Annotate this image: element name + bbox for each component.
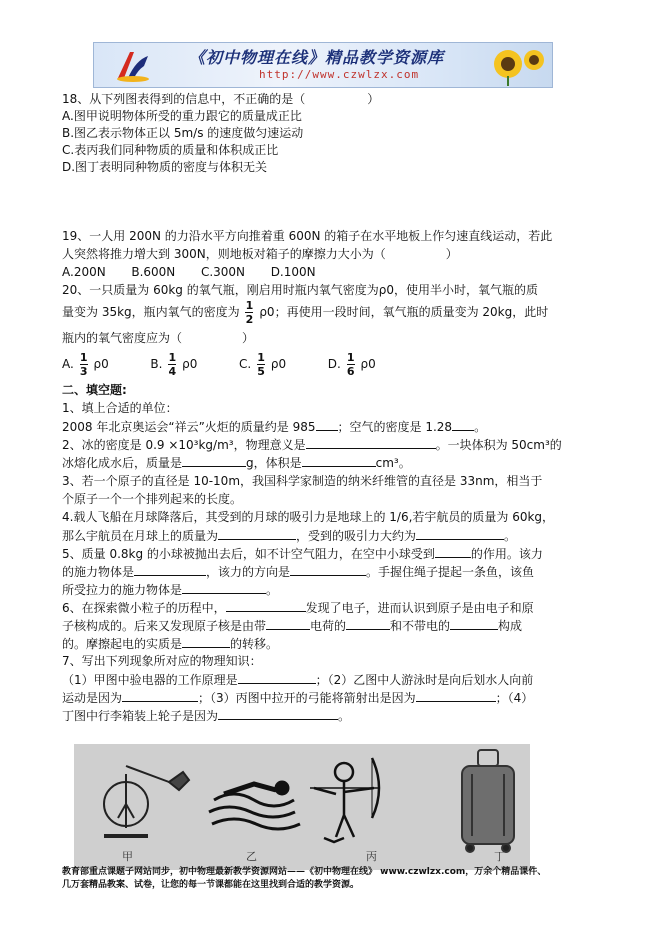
fill-q5-line2: 的施力物体是 ，该力的方向是 。手握住绳子提起一条鱼，该鱼 bbox=[62, 565, 535, 579]
fill-q7-line3: 丁图中行李箱装上轮子是因为 。 bbox=[62, 709, 351, 723]
fill-q4-line1: 4.载人飞船在月球降落后，其受到的月球的吸引力是地球上的 1/6,若宇航员的质量为 60kg， bbox=[62, 510, 555, 524]
answer-blank[interactable] bbox=[452, 418, 474, 431]
fill-q6-line2: 子核构成的。后来又发现原子核是由带 电荷的 和不带电的 构成 bbox=[62, 619, 523, 633]
fill-q2-line1: 2、冰的密度是 0.9 ×10³kg/m³，物理意义是 。一块体积为 50cm³的 bbox=[62, 438, 562, 452]
banner-url[interactable]: http://www.czwlzx.com bbox=[259, 68, 420, 81]
q18-option-d: D.图丁表明同种物质的密度与体积无关 bbox=[62, 160, 268, 174]
answer-blank[interactable] bbox=[450, 617, 498, 630]
answer-blank[interactable] bbox=[302, 454, 376, 467]
answer-blank[interactable] bbox=[290, 563, 366, 576]
answer-blank[interactable] bbox=[182, 454, 246, 467]
q19-options bbox=[62, 264, 316, 280]
figure-label-yi: 乙 bbox=[246, 850, 257, 863]
fill-q6-line1: 6、在探索微小粒子的历程中， 发现了电子，进而认识到原子是由电子和原 bbox=[62, 601, 534, 615]
fill-q5-line3: 所受拉力的施力物体是 。 bbox=[62, 583, 279, 597]
q20-line2: 量变为 35kg，瓶内氧气的密度为 $\frac{1}{2}$ ρ0；再使用一段时间，氧气瓶的质量变为 20kg，此时 bbox=[62, 299, 549, 326]
sunflower-icon bbox=[490, 46, 546, 86]
fill-q7-title: 7、写出下列现象所对应的物理知识： bbox=[62, 654, 262, 668]
q20-line3: 瓶内的氧气密度应为（ ） bbox=[62, 331, 255, 345]
site-banner bbox=[93, 42, 553, 88]
answer-blank[interactable] bbox=[266, 617, 310, 630]
figure-photo bbox=[74, 744, 530, 870]
fill-q1: 2008 年北京奥运会“祥云”火炬的质量约是 985 ；空气的密度是 1.28 。 bbox=[62, 420, 487, 434]
fill-q1-title: 1、填上合适的单位： bbox=[62, 401, 178, 415]
figure-label-bing: 丙 bbox=[366, 850, 377, 863]
q20-option-c: C. $\frac{1}{5}$ ρ0 bbox=[239, 351, 287, 378]
q18-option-a: A.图甲说明物体所受的重力跟它的质量成正比 bbox=[62, 109, 302, 123]
q18-option-b: B.图乙表示物体正以 5m/s 的速度做匀速运动 bbox=[62, 126, 304, 140]
page-footer bbox=[62, 866, 622, 892]
footer-line2: 几万套精品教案、试卷，让您的每一节课都能在这里找到合适的教学资源。 bbox=[62, 880, 360, 890]
figure-label-jia: 甲 bbox=[122, 850, 133, 863]
q20-option-d: D. $\frac{1}{6}$ ρ0 bbox=[327, 351, 376, 378]
figure-label-ding: 丁 bbox=[494, 850, 505, 863]
q20-options bbox=[62, 352, 376, 377]
answer-blank[interactable] bbox=[346, 617, 390, 630]
answer-blank[interactable] bbox=[218, 707, 338, 720]
swimmer-icon bbox=[209, 782, 300, 829]
q20-line1: 20、一只质量为 60kg 的氧气瓶，刚启用时瓶内氧气密度为ρ0，使用半小时，氧气瓶的质 bbox=[62, 283, 538, 297]
answer-blank[interactable] bbox=[316, 418, 338, 431]
q18-stem: 18、从下列图表得到的信息中，不正确的是（ ） bbox=[62, 92, 380, 106]
q19-line1: 19、一人用 200N 的力沿水平方向推着重 600N 的箱子在水平地板上作匀速直线运动，若此 bbox=[62, 229, 553, 243]
q20-fraction-half: $\frac{1}{2}$ bbox=[245, 299, 254, 326]
answer-blank[interactable] bbox=[218, 527, 296, 540]
answer-blank[interactable] bbox=[134, 563, 206, 576]
suitcase-icon bbox=[462, 750, 514, 852]
q19-option-b: B.600N bbox=[131, 265, 176, 279]
footer-line1: 教育部重点课题子网站同步，初中物理最新教学资源网站——《初中物理在线》 www.czwlzx.com，万余个精品课件、 bbox=[62, 867, 547, 877]
q19-option-a: A.200N bbox=[62, 265, 106, 279]
electroscope-icon bbox=[104, 766, 189, 836]
answer-blank[interactable] bbox=[182, 581, 266, 594]
q18-option-c: C.表丙我们同种物质的质量和体积成正比 bbox=[62, 143, 279, 157]
fill-q5-line1: 5、质量 0.8kg 的小球被抛出去后，如不计空气阻力，在空中小球受到 的作用。该力 bbox=[62, 547, 543, 561]
answer-blank[interactable] bbox=[416, 689, 496, 702]
answer-blank[interactable] bbox=[416, 527, 504, 540]
fill-q6-line3: 的。摩擦起电的实质是 的转移。 bbox=[62, 637, 279, 651]
site-logo-icon bbox=[114, 48, 152, 84]
banner-title: 《初中物理在线》精品教学资源库 bbox=[189, 48, 445, 67]
fill-q3-line1: 3、若一个原子的直径是 10-10m，我国科学家制造的纳米纤维管的直径是 33nm，相当于 bbox=[62, 474, 543, 488]
fill-q7-line1: （1）甲图中验电器的工作原理是 ；（2）乙图中人游泳时是向后划水人向前 bbox=[62, 673, 534, 687]
archer-icon bbox=[310, 758, 379, 842]
q19-option-d: D.100N bbox=[270, 265, 316, 279]
answer-blank[interactable] bbox=[238, 671, 316, 684]
fill-q7-line2: 运动是因为 ；（3）丙图中拉开的弓能将箭射出是因为 ；（4） bbox=[62, 691, 534, 705]
answer-blank[interactable] bbox=[122, 689, 198, 702]
answer-blank[interactable] bbox=[306, 436, 436, 449]
fill-q4-line2: 那么宇航员在月球上的质量为 ，受到的吸引力大约为 。 bbox=[62, 529, 517, 543]
q19-option-c: C.300N bbox=[200, 265, 246, 279]
fill-q3-line2: 个原子一个一个排列起来的长度。 bbox=[62, 492, 243, 506]
answer-blank[interactable] bbox=[226, 599, 306, 612]
q20-option-a: A. $\frac{1}{3}$ ρ0 bbox=[62, 351, 109, 378]
answer-blank[interactable] bbox=[182, 635, 230, 648]
q20-option-b: B. $\frac{1}{4}$ ρ0 bbox=[150, 351, 198, 378]
q19-line2: 人突然将推力增大到 300N，则地板对箱子的摩擦力大小为（ ） bbox=[62, 247, 458, 261]
fill-q2-line2: 冰熔化成水后，质量是 g，体积是 cm³。 bbox=[62, 456, 411, 470]
section-title: 二、填空题: bbox=[62, 383, 127, 397]
answer-blank[interactable] bbox=[435, 545, 471, 558]
